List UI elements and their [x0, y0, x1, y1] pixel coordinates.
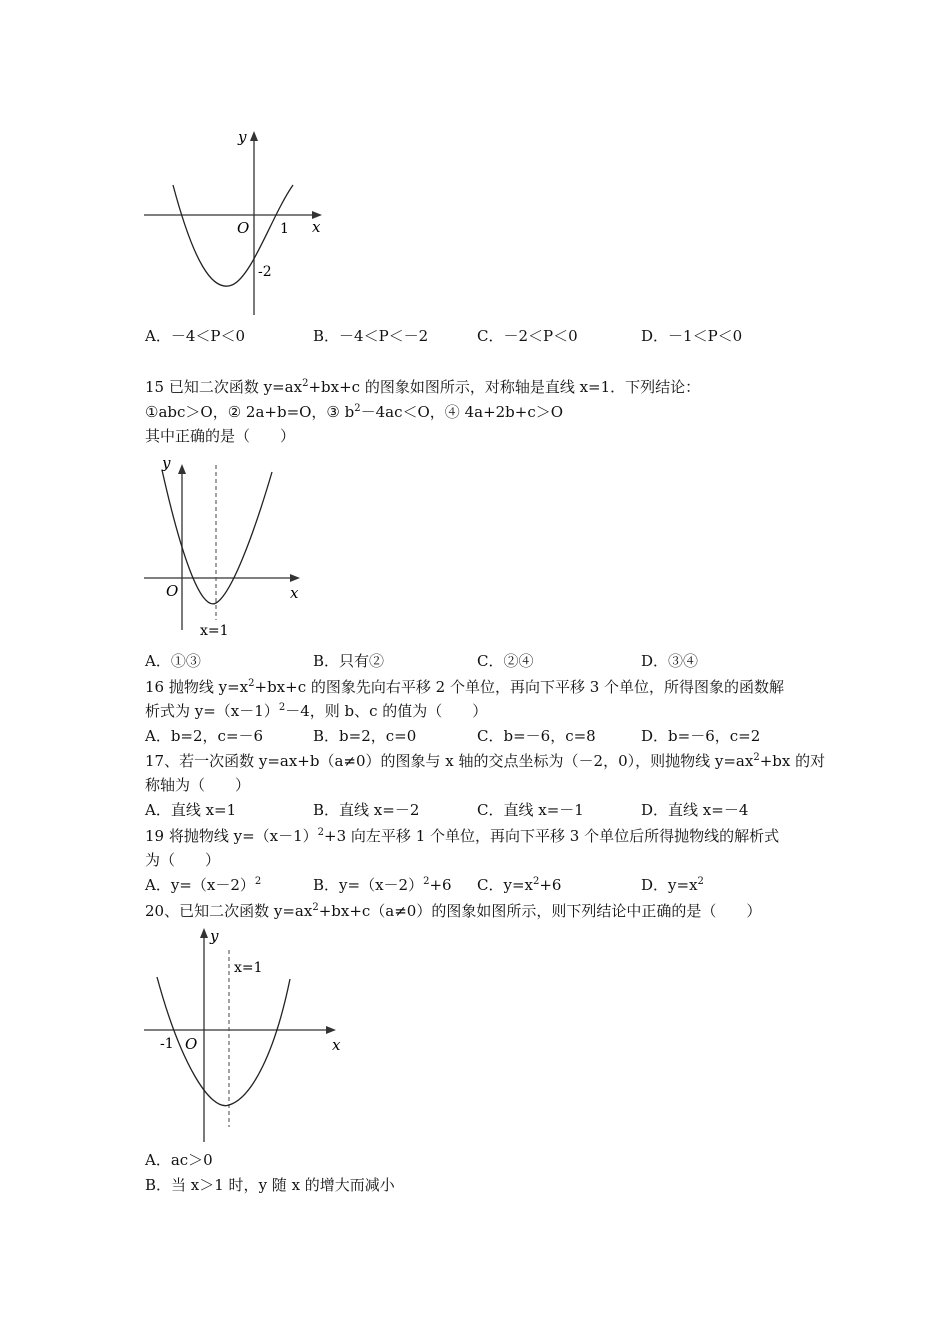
parabola-graph-1 [140, 125, 340, 325]
q14-option-d: D．－1＜P＜0 [641, 327, 743, 345]
origin-label: O [166, 582, 179, 600]
y-axis-label: y [238, 128, 247, 146]
q15-option-a: A．①③ [145, 652, 201, 670]
negative-intercept-label: -1 [160, 1036, 174, 1052]
q16-option-a: A．b=2，c=－6 [145, 727, 264, 745]
q17-line-1: 17、若一次函数 y=ax+b（a≠0）的图象与 x 轴的交点坐标为（－2，0），则抛物线 $y=ax^2+bx$ 的对 [145, 752, 826, 770]
q15-question: 其中正确的是（ ） [145, 427, 296, 445]
q19-option-d: D．$y=x^2$ [641, 876, 704, 894]
parabola-graph-2 [140, 450, 320, 645]
q14-option-b: B．－4＜P＜－2 [313, 327, 429, 345]
q17-option-d: D．直线 x=－4 [641, 801, 749, 819]
q19-line-2: 为（ ） [145, 851, 221, 869]
q17-line-2: 称轴为（ ） [145, 776, 251, 794]
q15-option-c: C．②④ [477, 652, 534, 670]
q16-line-2: 析式为 $y=(x-1)^2-4$，则 b、c 的值为（ ） [145, 702, 488, 720]
x-intercept-label: 1 [280, 221, 289, 237]
q16-option-b: B．b=2，c=0 [313, 727, 417, 745]
y-intercept-label: -2 [258, 264, 272, 280]
q16-option-d: D．b=－6，c=2 [641, 727, 761, 745]
q19-option-c: C．$y=x^2+6$ [477, 876, 562, 894]
origin-label: O [185, 1035, 198, 1053]
symmetry-axis-label: x=1 [200, 623, 229, 639]
q20-stem: 20、已知二次函数 $y=ax^2+bx+c(a\ne 0)$的图象如图所示，则下列结论中正确的是（ ） [145, 902, 762, 920]
y-axis-label: y [210, 927, 219, 945]
parabola-graph-3 [140, 922, 350, 1147]
symmetry-axis-label: x=1 [234, 960, 263, 976]
x-axis-label: x [332, 1036, 341, 1054]
q17-option-a: A．直线 x=1 [145, 801, 237, 819]
q20-option-b: B．当 x＞1 时，y 随 x 的增大而减小 [145, 1176, 395, 1194]
q15-conditions: ①abc＞O，② 2a+b=O，③ $b^2-4ac<O$，④ 4a+2b+c＞O [145, 403, 564, 421]
q15-option-d: D．③④ [641, 652, 699, 670]
q17-option-c: C．直线 x=－1 [477, 801, 584, 819]
q19-option-a: A．$y=(x-2)^2$ [145, 876, 262, 894]
q17-option-b: B．直线 x=－2 [313, 801, 420, 819]
q19-line-1: 19 将抛物线 $y=(x-1)^2+3$ 向左平移 1 个单位，再向下平移 3 个单位后所得抛物线的解析式 [145, 827, 780, 845]
q19-option-b: B．$y=(x-2)^2+6$ [313, 876, 452, 894]
x-axis-label: x [312, 218, 321, 236]
q15-option-b: B．只有② [313, 652, 385, 670]
q14-option-a: A．－4＜P＜0 [145, 327, 246, 345]
q20-option-a: A．ac＞0 [145, 1151, 213, 1169]
q15-stem: 15 已知二次函数 $y=ax^2+bx+c$ 的图象如图所示，对称轴是直线 x=1．下列结论： [145, 378, 701, 396]
q16-line-1: 16 抛物线 $y=x^2+bx+c$ 的图象先向右平移 2 个单位，再向下平移 3 个单位，所得图象的函数解 [145, 678, 785, 696]
q14-option-c: C．－2＜P＜0 [477, 327, 578, 345]
x-axis-label: x [290, 584, 299, 602]
origin-label: O [237, 219, 250, 237]
q16-option-c: C．b=－6，c=8 [477, 727, 596, 745]
y-axis-label: y [162, 454, 171, 472]
